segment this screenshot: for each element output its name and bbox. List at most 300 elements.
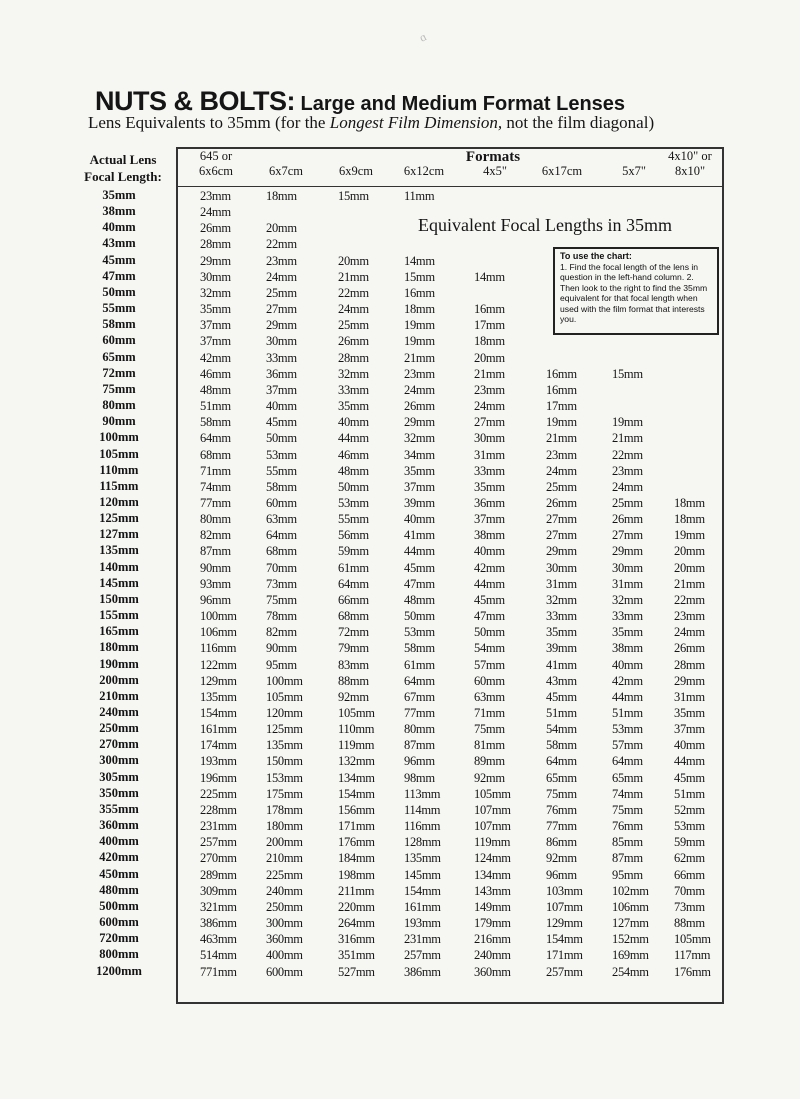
table-cell: 82mm (200, 528, 231, 543)
table-cell: 11mm (404, 189, 435, 203)
table-cell: 31mm (546, 576, 577, 591)
lens-focal-length: 115mm (99, 478, 139, 493)
table-cell: 29mm (404, 415, 435, 430)
table-cell: 45mm (474, 592, 505, 607)
table-cell: 39mm (546, 641, 577, 656)
table-cell: 220mm (338, 899, 375, 914)
table-cell: 39mm (404, 495, 435, 510)
table-cell: 169mm (612, 948, 649, 963)
table-cell: 95mm (612, 867, 643, 882)
table-cell: 135mm (266, 738, 303, 753)
table-cell: 125mm (266, 722, 303, 737)
table-cell: 100mm (266, 673, 303, 688)
table-cell: 124mm (474, 851, 511, 866)
table-cell: 59mm (338, 544, 369, 559)
table-cell: 31mm (674, 689, 705, 704)
table-cell: 25mm (546, 479, 577, 494)
column-header-line2: 4x5" (483, 164, 507, 178)
table-cell: 23mm (546, 447, 577, 462)
table-cell: 52mm (674, 802, 705, 817)
subtitle-pre: Lens Equivalents to 35mm (for the (88, 113, 330, 132)
table-cell: 35mm (474, 479, 505, 494)
column-header-2 (324, 149, 388, 179)
table-cell: 20mm (674, 560, 705, 575)
table-cell: 85mm (612, 835, 643, 850)
table-cell: 156mm (338, 802, 375, 817)
table-cell: 66mm (338, 592, 369, 607)
lens-focal-length: 600mm (99, 915, 139, 930)
table-cell: 26mm (674, 641, 705, 656)
table-cell: 64mm (404, 673, 435, 688)
lens-focal-length: 43mm (102, 236, 136, 251)
table-cell: 120mm (266, 706, 303, 720)
table-cell: 58mm (546, 738, 577, 753)
table-cell: 32mm (338, 366, 369, 381)
table-cell: 110mm (338, 722, 375, 737)
table-cell: 145mm (404, 867, 441, 882)
table-cell: 41mm (546, 657, 577, 672)
table-cell: 30mm (546, 560, 577, 575)
lens-focal-length: 500mm (99, 898, 139, 913)
table-cell: 81mm (474, 738, 505, 753)
column-header-line2: 5x7" (622, 164, 646, 178)
table-cell: 210mm (266, 851, 303, 866)
lens-focal-length: 38mm (102, 204, 136, 219)
lens-focal-length: 100mm (99, 430, 139, 445)
table-cell: 16mm (546, 366, 577, 381)
table-cell: 40mm (612, 657, 643, 672)
table-cell: 33mm (612, 609, 643, 624)
table-cell: 184mm (338, 851, 375, 866)
table-cell: 15mm (404, 269, 435, 284)
lens-focal-length: 420mm (99, 850, 139, 865)
table-cell: 122mm (200, 657, 237, 672)
table-cell: 19mm (612, 415, 643, 430)
table-cell: 316mm (338, 932, 375, 947)
table-cell: 37mm (200, 318, 231, 333)
table-cell: 46mm (200, 366, 231, 381)
table-cell: 14mm (404, 253, 435, 268)
lens-focal-length-column (76, 187, 162, 979)
table-cell: 26mm (546, 495, 577, 510)
lens-focal-length: 40mm (102, 220, 136, 235)
table-cell: 20mm (266, 221, 297, 236)
table-cell: 171mm (546, 948, 583, 963)
table-cell: 129mm (546, 916, 583, 931)
table-cell: 45mm (266, 415, 297, 430)
lens-focal-length: 165mm (99, 624, 139, 639)
table-cell: 87mm (404, 738, 435, 753)
table-cell: 37mm (404, 479, 435, 494)
table-cell: 200mm (266, 835, 303, 850)
table-cell: 35mm (674, 706, 705, 720)
column-header-0 (184, 149, 248, 179)
lens-focal-length: 355mm (99, 801, 139, 816)
lens-focal-length: 55mm (102, 301, 136, 316)
table-cell: 386mm (200, 916, 237, 931)
table-cell: 42mm (200, 350, 231, 365)
table-cell: 32mm (404, 431, 435, 446)
table-cell: 30mm (474, 431, 505, 446)
equivalents-table (176, 147, 724, 1004)
table-cell: 70mm (266, 560, 297, 575)
table-cell: 62mm (674, 851, 705, 866)
table-cell: 289mm (200, 867, 237, 882)
column-header-line1 (463, 149, 527, 164)
column-header-line1 (392, 149, 456, 164)
table-cell: 29mm (266, 318, 297, 333)
lens-focal-length: 150mm (99, 591, 139, 606)
table-cell: 73mm (266, 576, 297, 591)
table-cell: 176mm (338, 835, 375, 850)
table-cell: 51mm (612, 706, 643, 720)
table-cell: 117mm (674, 948, 711, 963)
table-cell: 77mm (200, 495, 231, 510)
table-cell: 211mm (338, 883, 375, 898)
table-cell: 24mm (474, 399, 505, 414)
table-cell: 68mm (266, 544, 297, 559)
table-cell: 56mm (338, 528, 369, 543)
table-cell: 175mm (266, 786, 303, 801)
table-cell: 18mm (674, 512, 705, 527)
table-cell: 24mm (200, 205, 231, 220)
column-header-4 (463, 149, 527, 179)
table-cell: 309mm (200, 883, 237, 898)
table-cell: 20mm (474, 350, 505, 365)
table-cell: 21mm (404, 350, 435, 365)
lens-focal-length: 145mm (99, 575, 139, 590)
table-cell: 51mm (674, 786, 705, 801)
table-cell: 50mm (266, 431, 297, 446)
table-cell: 16mm (404, 285, 435, 300)
table-cell: 154mm (404, 883, 441, 898)
table-cell: 26mm (404, 399, 435, 414)
table-cell: 196mm (200, 770, 237, 785)
lens-focal-length: 58mm (102, 317, 136, 332)
table-cell: 771mm (200, 964, 237, 979)
table-cell: 179mm (474, 916, 511, 931)
table-cell: 400mm (266, 948, 303, 963)
table-cell: 300mm (266, 916, 303, 931)
table-cell: 171mm (338, 819, 375, 834)
table-cell: 93mm (200, 576, 231, 591)
table-cell: 86mm (546, 835, 577, 850)
lens-focal-length: 450mm (99, 866, 139, 881)
table-cell: 180mm (266, 819, 303, 834)
table-cell: 57mm (474, 657, 505, 672)
table-cell: 64mm (612, 754, 643, 769)
table-cell: 20mm (338, 253, 369, 268)
table-cell: 27mm (546, 512, 577, 527)
table-cell: 92mm (546, 851, 577, 866)
table-cell: 14mm (474, 269, 505, 284)
table-cell: 88mm (674, 916, 705, 931)
lens-focal-length: 305mm (99, 769, 139, 784)
table-cell: 149mm (474, 899, 511, 914)
formats-label: Formats (465, 149, 521, 165)
table-cell: 154mm (546, 932, 583, 947)
column-header-line1 (530, 149, 594, 164)
table-cell: 143mm (474, 883, 511, 898)
lens-focal-length: 140mm (99, 559, 139, 574)
table-cell: 83mm (338, 657, 369, 672)
table-cell: 105mm (674, 932, 711, 947)
table-cell: 32mm (612, 592, 643, 607)
lens-focal-length: 360mm (99, 818, 139, 833)
lens-focal-length: 720mm (99, 931, 139, 946)
table-cell: 96mm (200, 592, 231, 607)
table-cell: 64mm (200, 431, 231, 446)
table-cell: 64mm (266, 528, 297, 543)
table-cell: 129mm (200, 673, 237, 688)
table-cell: 48mm (200, 382, 231, 397)
table-cell: 174mm (200, 738, 237, 753)
column-header-line2: 6x7cm (268, 164, 304, 178)
table-cell: 25mm (612, 495, 643, 510)
table-cell: 21mm (674, 576, 705, 591)
lens-focal-length: 210mm (99, 688, 139, 703)
table-cell: 98mm (404, 770, 435, 785)
lens-focal-length: 65mm (102, 349, 136, 364)
table-cell: 45mm (404, 560, 435, 575)
table-cell: 77mm (404, 706, 435, 720)
table-cell: 18mm (674, 495, 705, 510)
table-cell: 193mm (404, 916, 441, 931)
table-cell: 228mm (200, 802, 237, 817)
table-cell: 51mm (200, 399, 231, 414)
table-cell: 92mm (338, 689, 369, 704)
table-cell: 58mm (200, 415, 231, 430)
lens-focal-length: 80mm (102, 398, 136, 413)
table-cell: 42mm (612, 673, 643, 688)
lens-focal-length: 300mm (99, 753, 139, 768)
table-cell: 386mm (404, 964, 441, 979)
table-cell: 38mm (612, 641, 643, 656)
table-cell: 32mm (546, 592, 577, 607)
table-cell: 44mm (612, 689, 643, 704)
table-cell: 77mm (546, 819, 577, 834)
table-cell: 150mm (266, 754, 303, 769)
title-sub: Large and Medium Format Lenses (294, 93, 626, 115)
column-header-line1 (324, 149, 388, 164)
table-cell: 107mm (474, 819, 511, 834)
instructions-heading: To use the chart: (560, 251, 632, 261)
table-cell: 134mm (474, 867, 511, 882)
table-cell: 40mm (674, 738, 705, 753)
table-cell: 64mm (338, 576, 369, 591)
table-cell: 65mm (612, 770, 643, 785)
table-cell: 35mm (612, 625, 643, 640)
table-cell: 37mm (674, 722, 705, 737)
lens-focal-length: 45mm (102, 252, 136, 267)
table-cell: 17mm (474, 318, 505, 333)
table-cell: 53mm (266, 447, 297, 462)
table-cell: 103mm (546, 883, 583, 898)
table-cell: 26mm (612, 512, 643, 527)
table-cell: 53mm (338, 495, 369, 510)
table-cell: 50mm (338, 479, 369, 494)
table-cell: 40mm (266, 399, 297, 414)
table-cell: 113mm (404, 786, 441, 801)
table-cell: 64mm (546, 754, 577, 769)
table-cell: 18mm (266, 189, 297, 203)
table-cell: 65mm (546, 770, 577, 785)
table-cell: 100mm (200, 609, 237, 624)
table-cell: 37mm (266, 382, 297, 397)
table-cell: 107mm (474, 802, 511, 817)
table-cell: 216mm (474, 932, 511, 947)
table-cell: 254mm (612, 964, 649, 979)
table-cell: 87mm (612, 851, 643, 866)
lens-focal-length: 350mm (99, 785, 139, 800)
table-cell: 54mm (474, 641, 505, 656)
table-cell: 33mm (546, 609, 577, 624)
table-cell: 58mm (404, 641, 435, 656)
table-cell: 106mm (612, 899, 649, 914)
table-cell: 76mm (546, 802, 577, 817)
table-cell: 116mm (200, 641, 237, 656)
lens-focal-length: 72mm (102, 365, 136, 380)
table-cell: 31mm (474, 447, 505, 462)
lens-focal-length: 270mm (99, 737, 139, 752)
title-main: NUTS & BOLTS: (95, 86, 295, 116)
lens-focal-length: 200mm (99, 672, 139, 687)
table-cell: 17mm (546, 399, 577, 414)
table-cell: 154mm (338, 786, 375, 801)
table-cell: 16mm (474, 302, 505, 317)
table-cell: 59mm (674, 835, 705, 850)
table-cell: 44mm (338, 431, 369, 446)
table-cell: 351mm (338, 948, 375, 963)
table-cell: 73mm (674, 899, 705, 914)
table-cell: 23mm (404, 366, 435, 381)
table-cell: 48mm (338, 463, 369, 478)
table-cell: 128mm (404, 835, 441, 850)
lens-focal-length: 135mm (99, 543, 139, 558)
lens-focal-length: 75mm (102, 381, 136, 396)
table-cell: 55mm (266, 463, 297, 478)
lens-focal-length: 60mm (102, 333, 136, 348)
table-cell: 102mm (612, 883, 649, 898)
table-cell: 80mm (404, 722, 435, 737)
table-cell: 18mm (474, 334, 505, 349)
table-cell: 360mm (474, 964, 511, 979)
table-cell: 463mm (200, 932, 237, 947)
table-cell: 78mm (266, 609, 297, 624)
table-cell: 35mm (338, 399, 369, 414)
table-cell: 68mm (200, 447, 231, 462)
table-cell: 20mm (674, 544, 705, 559)
table-cell: 80mm (200, 512, 231, 527)
table-cell: 257mm (404, 948, 441, 963)
page-subtitle (88, 113, 654, 133)
table-cell: 24mm (612, 479, 643, 494)
table-cell: 63mm (266, 512, 297, 527)
lens-header-line2: Focal Length: (84, 169, 162, 184)
table-cell: 35mm (546, 625, 577, 640)
table-cell: 119mm (474, 835, 511, 850)
table-cell: 66mm (674, 867, 705, 882)
table-cell: 27mm (546, 528, 577, 543)
table-cell: 134mm (338, 770, 375, 785)
table-cell: 19mm (674, 528, 705, 543)
table-cell: 24mm (674, 625, 705, 640)
table-cell: 29mm (546, 544, 577, 559)
table-cell: 24mm (266, 269, 297, 284)
table-cell: 105mm (338, 706, 375, 720)
table-cell: 116mm (404, 819, 441, 834)
lens-focal-length: 90mm (102, 414, 136, 429)
table-cell: 28mm (200, 237, 231, 252)
table-cell: 42mm (474, 560, 505, 575)
table-cell: 67mm (404, 689, 435, 704)
table-cell: 36mm (474, 495, 505, 510)
column-header-5 (530, 149, 594, 179)
table-cell: 22mm (338, 285, 369, 300)
table-cell: 27mm (612, 528, 643, 543)
table-cell: 28mm (338, 350, 369, 365)
equivalent-label: Equivalent Focal Lengths in 35mm (418, 215, 672, 235)
table-cell: 82mm (266, 625, 297, 640)
table-cell: 40mm (338, 415, 369, 430)
table-cell: 22mm (674, 592, 705, 607)
table-cell: 47mm (404, 576, 435, 591)
table-cell: 51mm (546, 706, 577, 720)
table-cell: 35mm (200, 302, 231, 317)
table-cell: 24mm (404, 382, 435, 397)
table-cell: 257mm (546, 964, 583, 979)
table-cell: 53mm (404, 625, 435, 640)
column-header-line1 (602, 149, 666, 164)
table-cell: 15mm (338, 189, 369, 203)
table-cell: 34mm (404, 447, 435, 462)
table-cell: 29mm (200, 253, 231, 268)
table-cell: 23mm (266, 253, 297, 268)
table-cell: 225mm (200, 786, 237, 801)
table-cell: 30mm (266, 334, 297, 349)
lens-focal-length: 250mm (99, 721, 139, 736)
table-cell: 153mm (266, 770, 303, 785)
table-cell: 119mm (338, 738, 375, 753)
table-cell: 135mm (200, 689, 237, 704)
table-cell: 19mm (404, 334, 435, 349)
table-cell: 264mm (338, 916, 375, 931)
table-cell: 75mm (266, 592, 297, 607)
column-header-line2: 6x6cm (198, 164, 234, 178)
table-cell: 55mm (338, 512, 369, 527)
instructions-box (553, 247, 719, 335)
lens-focal-length: 105mm (99, 446, 139, 461)
table-cell: 74mm (612, 786, 643, 801)
lens-focal-length: 1200mm (96, 963, 142, 978)
table-cell: 53mm (612, 722, 643, 737)
lens-focal-length: 47mm (102, 268, 136, 283)
table-cell: 36mm (266, 366, 297, 381)
table-cell: 21mm (546, 431, 577, 446)
table-cell: 107mm (546, 899, 583, 914)
table-cell: 23mm (474, 382, 505, 397)
table-cell: 18mm (404, 302, 435, 317)
lens-header-line1: Actual Lens (89, 152, 157, 167)
table-cell: 25mm (266, 285, 297, 300)
table-cell: 29mm (674, 673, 705, 688)
table-cell: 105mm (266, 689, 303, 704)
table-cell: 40mm (474, 544, 505, 559)
lens-focal-length: 190mm (99, 656, 139, 671)
table-cell: 225mm (266, 867, 303, 882)
table-cell: 152mm (612, 932, 649, 947)
table-cell: 41mm (404, 528, 435, 543)
